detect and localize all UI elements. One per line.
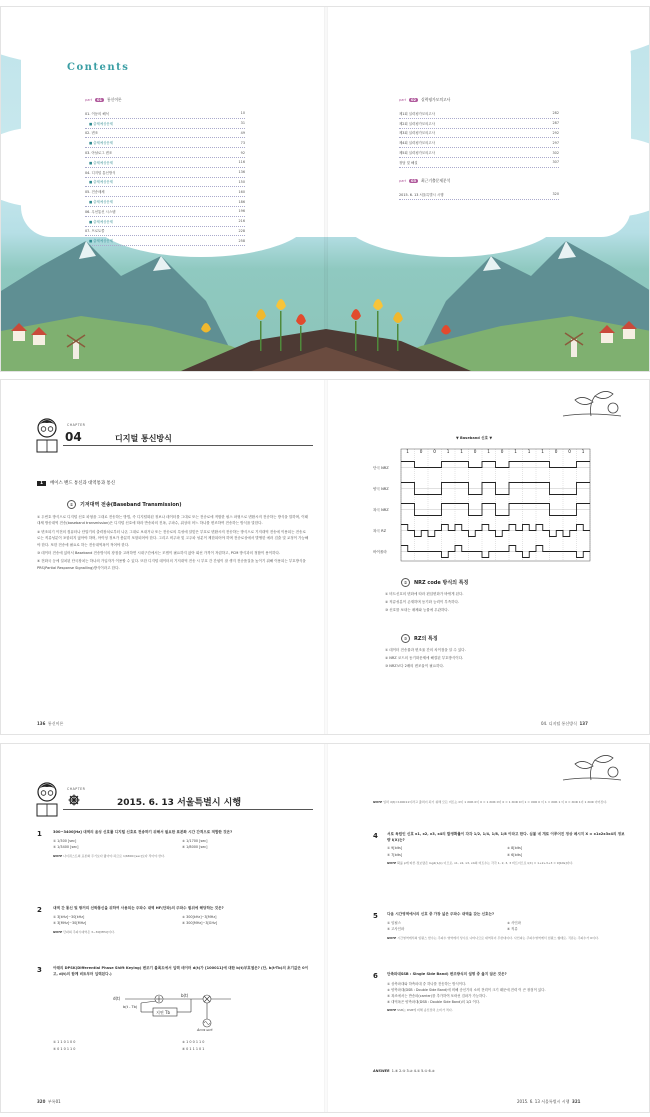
bit-label: 1	[487, 449, 490, 454]
toc-row[interactable]	[85, 178, 245, 188]
encoding-waveform	[401, 462, 590, 468]
chapter-label: CHAPTER	[67, 787, 86, 791]
chapter-label: CHAPTER	[67, 423, 86, 427]
paragraph: ② 변조되기 이전의 컴퓨터나 단말기의 출력장치로부터 나온 그대로 보내거나 또는 전송로의 특성에 알맞은 부호로 변환시켜 전송하는 방식으로 기저대역 전송에 이용되는 전송로로는 직류성분이 포함되지 않아야 하며, 아이엉 정보가 충분히 포함되어야 한다. 그리고 비주파 및 고주파 성분이 제한되어야 하며 전송로상에서 발생한 에러 검출 및 교정이 가능해야 한다. 또한 전송에 필요로 하는 전송대역폭이 적어야 한다.	[37, 529, 309, 547]
section-heading: 1 베이스 밴드 통신과 대역통과 통신	[37, 480, 115, 486]
answer-key	[373, 1069, 435, 1073]
bit-label: 0	[554, 449, 558, 454]
contents-spread	[0, 6, 650, 372]
toc-row[interactable]	[85, 158, 245, 168]
option[interactable]: ① 임펄스	[387, 920, 401, 925]
paragraph: ① 두번호 방식으로 디지털 신호 파형을 그대로 전송하는 방법, 즉 디지털화된 정보나 데이터를 그대로 또는 전송로에 적합한 펄스 파형으로 변환시켜 전송하는 방식을 말하며, 이때 대체 방송대역 전송(baseband transmission)은 디지털 신호에 따라 반송파의 진폭, 주파수, 위상의 어느 하나를 변조하여 전송하는 방식을 말한다.	[37, 515, 309, 526]
chapter-body-text	[37, 514, 309, 573]
bit-label: 1	[446, 449, 450, 454]
dpsk-block-diagram	[111, 991, 241, 1031]
toc-row[interactable]	[399, 138, 559, 148]
note-label: NOTE	[373, 800, 383, 804]
option[interactable]: ① 3[kHz]~30[kHz]	[53, 914, 85, 919]
toc-row[interactable]	[399, 148, 559, 158]
toc-row-page: 287	[552, 121, 559, 126]
question-1	[53, 830, 311, 859]
bit-label: 1	[527, 449, 531, 454]
toc-row-label: ■ 출제예상문제	[89, 121, 113, 126]
landscape-illustration	[1, 221, 650, 371]
encoding-label: 단극 NRZ	[373, 466, 389, 470]
question-number: 5	[373, 912, 378, 920]
toc-row-label: 05. 전송매체	[85, 190, 105, 195]
bit-label: 1	[541, 449, 544, 454]
bit-label: 0	[419, 449, 423, 454]
toc-row-label: ■ 출제예상문제	[89, 200, 113, 205]
exam-header	[25, 758, 315, 824]
toc-row-page: 297	[552, 140, 559, 145]
toc-row[interactable]	[85, 168, 245, 178]
option[interactable]: ② 양측파대(DSB : Double Side Band)에 비해 송신기의 소비 전력이 크기 때문에 전력 이 큰 장점이 있다.	[387, 987, 546, 992]
reading-child-icon	[31, 416, 63, 456]
toc-row-label: ■ 출제예상문제	[89, 160, 113, 165]
block-input-label: d(t)	[113, 996, 121, 1001]
toc-part-header: part 03 최근기출문제분석	[399, 177, 451, 183]
note-text: 입력 d(t)=100011이라고 출력이 되기 위해 모든 비트는 0이 1 XOR 0이 0 = 1 XOR 0이 0 = 1 XOR 0이 1 = XOR 0 이 1 = XOR 1 이 0 = XOR 1이 1 XOR 이어진다.	[383, 800, 608, 804]
toc-row-page: 292	[552, 130, 559, 135]
toc-row-label: 제4회 실력평가모의고사	[399, 141, 435, 146]
toc-row-label: 07. 프로토콜	[85, 229, 105, 234]
note-text: 확률 p에 따른 정보량은 log2(1/p) 이므로, x1, x2, x3, x4의 비트수는 각각 1, 2, 3, 3 비트이므로 I(X) = 1+2+3+3 = 9[bits]이다.	[397, 861, 574, 866]
bit-label: 1	[406, 449, 409, 454]
question-text: 300~3400[Hz] 대역의 음성 신호를 디지털 신호로 전송하기 위해서 필요한 표본화 시간 간격으로 적합한 것은?	[53, 830, 233, 834]
toc-row[interactable]	[85, 187, 245, 197]
note-text: SSB는 DSB에 비해 송신전력 소비가 적다.	[397, 1007, 453, 1012]
note-label: NOTE	[53, 853, 63, 858]
toc-row-label: 제1회 실력평가모의고사	[399, 111, 435, 116]
bit-label: 1	[514, 449, 517, 454]
option[interactable]: ③ 1/3400 [sec]	[53, 845, 79, 850]
reading-child-icon	[31, 780, 63, 820]
list-item: ① 비트신호의 변화에 따라 편압변화가 바뀌게 된다.	[385, 592, 464, 596]
chapter-number: 04	[65, 430, 82, 444]
question-text: 대역 간 통신 및 방거리 선박통신을 위하여 사용되는 주파수 대역 HF(단파)의 주파수 범위에 해당하는 것은?	[53, 906, 224, 910]
question-4	[387, 832, 627, 867]
option[interactable]: ④ 300[MHz]~3[GHz]	[182, 921, 218, 926]
toc-row-label: 01. 이동의 해석	[85, 111, 109, 116]
list-item: ③ 신호를 보내는 매체와 능률에 무관하다.	[385, 608, 449, 612]
option[interactable]: ② 1/1700 [sec]	[182, 838, 208, 843]
toc-row[interactable]	[399, 190, 559, 200]
toc-row-page: 216	[238, 219, 245, 224]
page-footer-left: 320 부록01	[37, 1099, 61, 1104]
encoding-label: 복극 RZ	[373, 529, 387, 533]
bit-label: 0	[568, 449, 571, 454]
subsection-heading: ③ RZ의 특징	[401, 634, 438, 643]
toc-part-header: part 02 실력평가모의고사	[399, 97, 451, 102]
toc-row-page: 160	[238, 189, 245, 194]
wheel-icon	[68, 794, 80, 806]
contents-title: Contents	[67, 62, 130, 73]
note-label: NOTE	[387, 1007, 397, 1012]
page-footer-right: 04. 디지털 통신방식 137	[541, 721, 588, 726]
answer-label: ANSWER	[373, 1069, 390, 1073]
question-text: 단측파대SSB : Single Side Band) 변조방식의 설명 중 옳지 않은 것은?	[387, 972, 507, 976]
answer-values: 1.④ 2.③ 3.② 4.① 5.① 6.②	[391, 1069, 435, 1073]
toc-row[interactable]	[85, 138, 245, 148]
bit-label: 0	[433, 449, 436, 454]
option[interactable]: ② 8[bits]	[507, 846, 523, 851]
toc-row-page: 282	[552, 111, 559, 116]
bit-label: 1	[581, 449, 585, 454]
toc-row-label: ■ 출제예상문제	[89, 239, 113, 244]
toc-row-page: 136	[238, 170, 245, 175]
toc-row[interactable]	[85, 148, 245, 158]
chapter-header	[25, 394, 315, 460]
bit-label: 0	[473, 449, 477, 454]
delay-block-label: 지연 Tb	[156, 1010, 170, 1015]
toc-row-page: 31	[240, 121, 245, 126]
toc-row[interactable]	[399, 158, 559, 168]
plant-illustration	[561, 386, 623, 422]
toc-row-page: 150	[238, 179, 245, 184]
subsection-heading: ② NRZ code 방식의 특징	[401, 578, 468, 587]
list-item: ③ NRZ보다 2배의 변조율이 필요하다.	[385, 664, 444, 668]
question-2	[53, 906, 311, 935]
rz-feature-list	[385, 646, 466, 670]
option[interactable]: ① 상측파대와 하측파대 중 하나를 전송하는 방식이다.	[387, 981, 467, 986]
carrier-label: Acos ωct	[197, 1028, 213, 1031]
bit-label: 0	[500, 449, 504, 454]
note-text: 단파의 주파수대역은 3~30[MHz]이다.	[63, 929, 115, 934]
option[interactable]: ② 사인파	[507, 920, 521, 925]
option[interactable]: ③ 고사인파	[387, 927, 405, 932]
question-text: 다음 시간영역에서의 신호 중 가장 넓은 주파수 대역을 갖는 신호는?	[387, 912, 495, 916]
toc-row-label: ■ 출제예상문제	[89, 219, 113, 224]
page-gutter	[324, 380, 328, 734]
toc-row-label: 04. 디지털 통신방식	[85, 170, 116, 175]
toc-row[interactable]	[85, 129, 245, 139]
option[interactable]: ③ 복조에서는 반송파(carrier)를 추가하여 포락선 검파가 가능하다.	[387, 993, 487, 998]
page-footer-right: 2015. 6. 13 서울특별시 시행 321	[517, 1099, 581, 1104]
note-label: NOTE	[53, 929, 63, 934]
note-label: NOTE	[387, 935, 397, 940]
option[interactable]: ③ 7[bits]	[387, 852, 403, 857]
toc-row-label: 제3회 실력평가모의고사	[399, 131, 435, 136]
question-text: 아래의 DPSK(Differential Phase Shift Keying) 변조기 블록도에서 입력 데이터 d(t)가 [100011]에 대한 b(t)부호열은? (단, b(t-Tb)의 초기값은 0이고, d(t)의 함께 비트부터 입력된다.)	[53, 966, 309, 976]
toc-row[interactable]	[85, 109, 245, 119]
toc-row-label: 06. 무선통신 시스템	[85, 209, 116, 214]
toc-row-page: 302	[552, 150, 559, 155]
toc-row-label: 제5회 실력평가모의고사	[399, 151, 435, 156]
toc-row-page: 228	[238, 228, 245, 233]
toc-row-page: 10	[240, 111, 245, 116]
chapter-spread	[0, 379, 650, 735]
question-6	[387, 972, 627, 1013]
toc-row-page: 307	[552, 160, 559, 165]
toc-part-header: part 01 통신이론	[85, 97, 122, 102]
chapter-title: 디지털 통신방식	[115, 434, 172, 443]
toc-row-page: 186	[238, 199, 245, 204]
question-number: 1	[37, 830, 42, 838]
option[interactable]: ① 1/300 [sec]	[53, 838, 77, 843]
toc-row[interactable]	[399, 129, 559, 139]
question-number: 2	[37, 906, 42, 914]
note-text: 시간영역에서의 임펄스 함수는 주파수 영역에서 상수로 나타나므로 대역폭이 무한대이다. 사인파는 주파수영역에서 임펄스 형태로, 직류는 주파수가 0이다.	[397, 935, 599, 940]
toc-row-page: 258	[238, 238, 245, 243]
option[interactable]: ④ 0 1 1 1 0 1	[182, 1046, 205, 1051]
toc-row[interactable]	[85, 207, 245, 217]
toc-row-page: 49	[240, 130, 245, 135]
question-5	[387, 912, 627, 941]
figure-caption: ▼ Baseband 신호 ▼	[456, 436, 493, 440]
option[interactable]: ④ 대역폭은 양측파대(DSB : Double Side Band)의 1/2 이다.	[387, 999, 481, 1004]
toc-row[interactable]	[399, 119, 559, 129]
toc-row-label: ■ 출제예상문제	[89, 141, 113, 146]
option[interactable]: ③ 3[MHz]~30[MHz]	[53, 921, 87, 926]
option[interactable]: ② 300[kHz]~3[MHz]	[182, 914, 217, 919]
question-number: 6	[373, 972, 378, 980]
plant-illustration	[561, 750, 623, 786]
subsection-heading: ① 기저대역 전송(Baseband Transmission)	[67, 500, 182, 509]
toc-row-label: 02. 변조	[85, 131, 99, 136]
option[interactable]: ② 1 0 0 1 1 0	[182, 1040, 205, 1044]
q3-note	[373, 800, 623, 806]
option[interactable]: ③ 0 1 0 1 1 0	[53, 1046, 76, 1051]
toc-row-page: 116	[238, 160, 245, 165]
exam-title: 2015. 6. 13 서울특별시 시행	[117, 798, 242, 808]
chapter-title-bar	[63, 424, 313, 446]
encoding-label: 바이폴라	[373, 550, 387, 554]
toc-row-page: 73	[240, 140, 245, 145]
exam-spread	[0, 743, 650, 1113]
encoding-label: 양극 NRZ	[373, 487, 389, 491]
toc-row-label: ■ 출제예상문제	[89, 180, 113, 185]
option[interactable]: ④ 직류	[507, 927, 518, 932]
toc-row[interactable]	[85, 197, 245, 207]
list-item: ② 직류성분이 존재하며 동기화 능력이 부족하다.	[385, 600, 460, 604]
feedback-label: b(t - Tb)	[123, 1005, 138, 1009]
bit-label: 1	[460, 449, 463, 454]
question-number: 3	[37, 966, 42, 974]
option[interactable]: ④ 1/8000 [sec]	[182, 845, 208, 850]
encoding-label: 복극 NRZ	[373, 508, 389, 512]
nrz-feature-list	[385, 590, 464, 614]
toc-row[interactable]	[85, 119, 245, 129]
question-number: 4	[373, 832, 378, 840]
toc-row-page: 320	[552, 192, 559, 197]
list-item: ② NRZ 코드의 동기화문제에 해결된 부호방식이다.	[385, 656, 464, 660]
option[interactable]: ① 9[bits]	[387, 846, 403, 851]
block-output-label: b(t)	[181, 993, 189, 998]
baseband-waveform-figure	[371, 443, 611, 565]
note-text: 나이퀴스트의 표본화 주기보다 짧아야 하므로 1/6800 [sec]보다 작아야 한다.	[63, 853, 166, 858]
toc-row-label: 03. 아날로그 변조	[85, 151, 113, 156]
list-item: ① 데이터 전송률과 변조율 간의 차이점을 알 수 있다.	[385, 648, 466, 652]
option[interactable]: ① 1 1 0 1 0 0	[53, 1040, 76, 1044]
toc-row-label: 제2회 실력평가모의고사	[399, 121, 435, 126]
option[interactable]: ④ 6[bits]	[507, 852, 523, 857]
question-text: 서로 독립인 신호 x1, x2, x3, x4의 발생확률이 각각 1/2, 1/4, 1/8, 1/8 이라고 한다. 심볼 네 개로 이루어진 정상 메시지 X = x1x2x3x4의 정보량 I(X)는?	[387, 832, 625, 842]
toc-row-page: 92	[240, 150, 245, 155]
toc-row-label: 2015. 6. 13 서울특별시 시행	[399, 192, 444, 197]
question-3	[53, 966, 311, 977]
toc-right-column	[399, 97, 559, 200]
question-3-options	[53, 1040, 311, 1052]
note-label: NOTE	[387, 861, 397, 866]
toc-row-page: 196	[238, 209, 245, 214]
paragraph: ③ 데이터 전송에 있어서 Baseband 전송방식의 장점을 고려하면 시내구간에서는 모뎀이 필요하지 않아 회선 가격이 저렴하고, PCM 방식과의 정합이 용이하다.	[37, 551, 281, 556]
page-footer-left: 136 통신이론	[37, 721, 64, 726]
toc-row-label: 정답 및 해설	[399, 160, 418, 165]
toc-row[interactable]	[399, 109, 559, 119]
paragraph: ④ 전화국 등에 설치된 단국장치는 하나의 가입자가 이용할 수 있다. 또한 디지털 데이터의 기저대역 전송 시 부호 간 간섭이 잘 생겨 전송품질을 높이기 위해 이용되는 부호방식을 PRS(Partial Response Signalling)방식이라고 한다.	[37, 559, 306, 570]
page-gutter	[324, 744, 328, 1112]
